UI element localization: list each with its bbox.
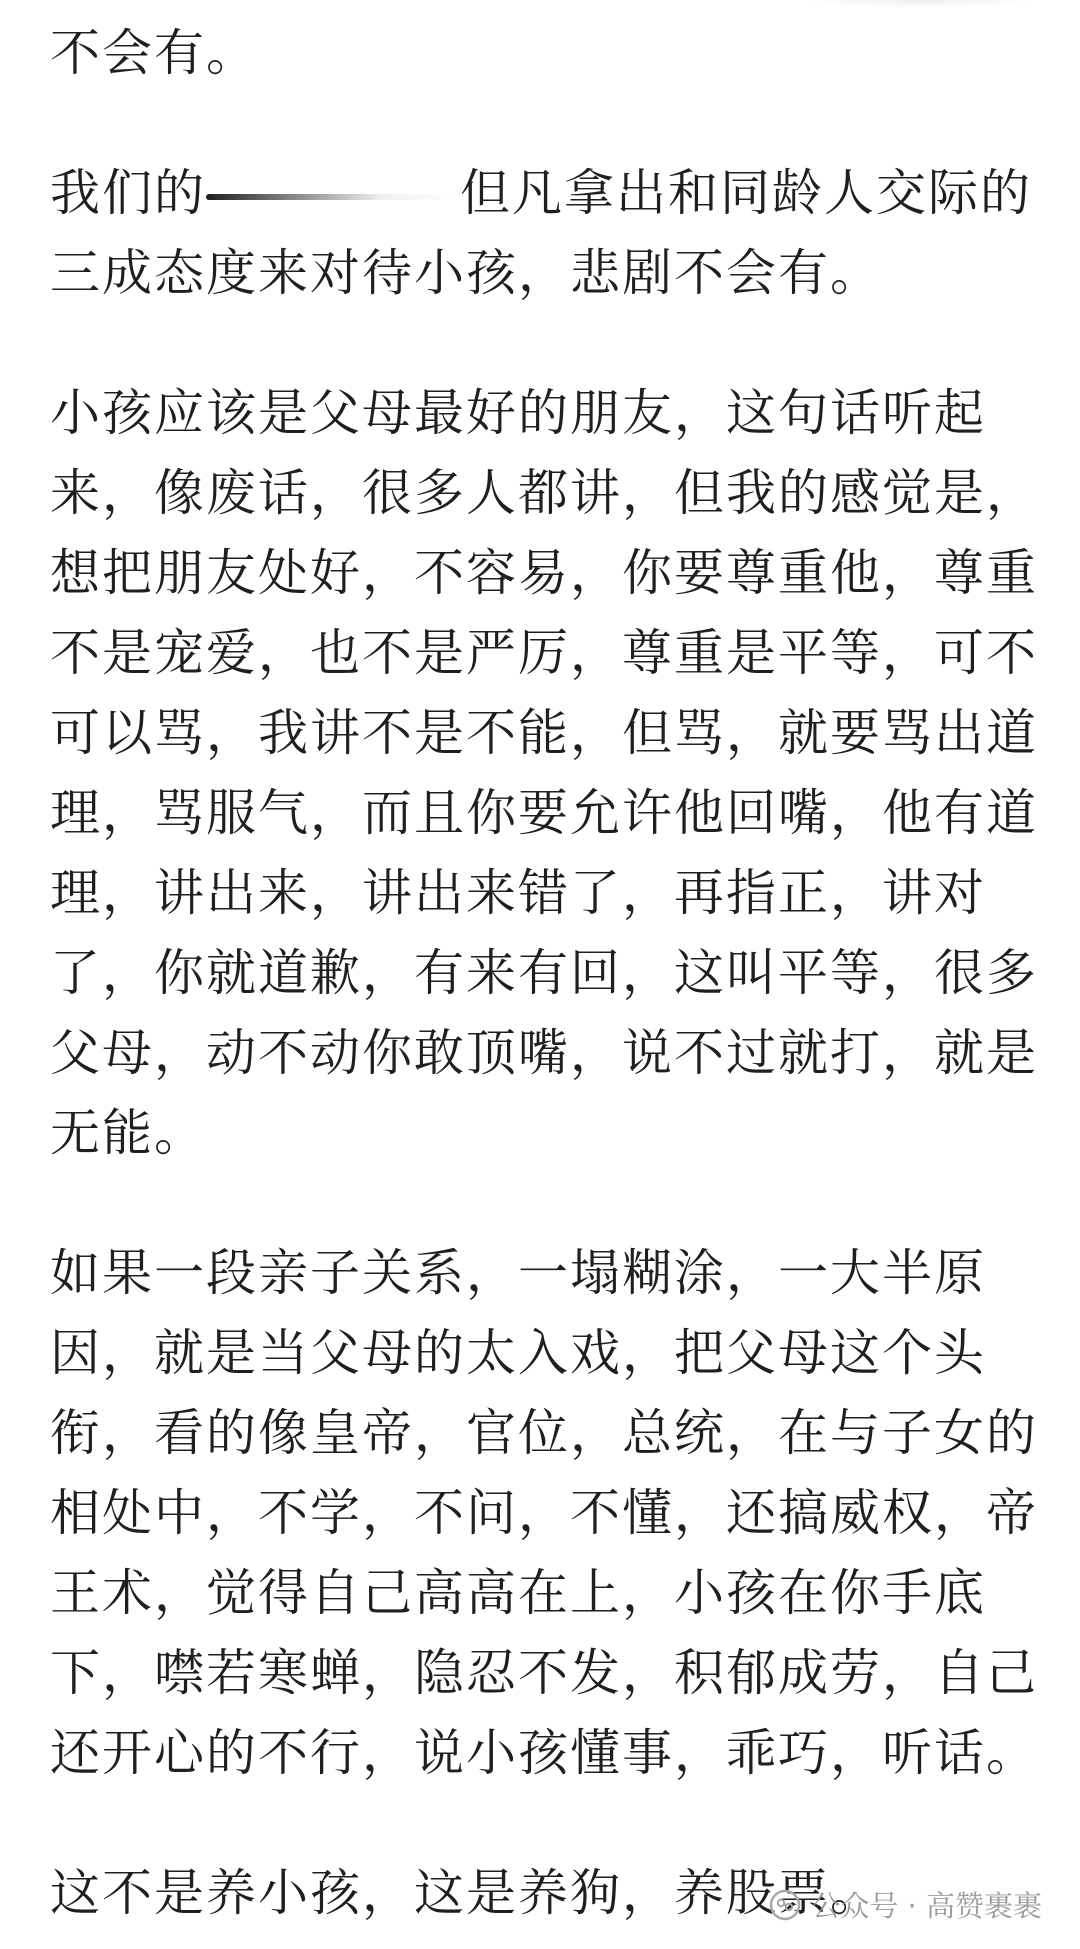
text-line: 了，你就道歉，有来有回，这叫平等，很多 bbox=[50, 944, 1038, 1002]
text-line: 相处中，不学，不问，不懂，还搞威权，帝 bbox=[50, 1484, 1038, 1542]
text-line: 父母，动不动你敢顶嘴，说不过就打，就是 bbox=[50, 1024, 1038, 1082]
watermark bbox=[769, 1884, 1042, 1925]
text-line: 小孩应该是父母最好的朋友，这句话听起 bbox=[50, 384, 986, 442]
text-line bbox=[50, 153, 1040, 233]
text-segment: 但凡拿出和同龄人交际的 bbox=[460, 164, 1032, 222]
text-line: 无能。 bbox=[50, 1104, 206, 1162]
paragraph-gap bbox=[50, 1793, 1040, 1853]
watermark-text: 公众号 · 高赞裹裹 bbox=[811, 1889, 1042, 1923]
article-body bbox=[50, 0, 1040, 1933]
text-line: 想把朋友处好，不容易，你要尊重他，尊重 bbox=[50, 544, 1038, 602]
faded-dash bbox=[206, 194, 456, 200]
text-line: 如果一段亲子关系，一塌糊涂，一大半原 bbox=[50, 1244, 986, 1302]
paragraph-1 bbox=[50, 13, 1040, 93]
text-line: 可以骂，我讲不是不能，但骂，就要骂出道 bbox=[50, 704, 1038, 762]
paragraph-4 bbox=[50, 1233, 1040, 1793]
text-line: 下，噤若寒蝉，隐忍不发，积郁成劳，自己 bbox=[50, 1644, 1038, 1702]
text-line: 王术，觉得自己高高在上，小孩在你手底 bbox=[50, 1564, 986, 1622]
text-line: 不会有。 bbox=[50, 24, 258, 82]
text-line: 衔，看的像皇帝，官位，总统，在与子女的 bbox=[50, 1404, 1038, 1462]
text-line: 三成态度来对待小孩，悲剧不会有。 bbox=[50, 244, 882, 302]
text-line: 还开心的不行，说小孩懂事，乖巧，听话。 bbox=[50, 1724, 1038, 1782]
paragraph-gap bbox=[50, 313, 1040, 373]
paragraph-gap bbox=[50, 1173, 1040, 1233]
text-line: 因，就是当父母的太入戏，把父母这个头 bbox=[50, 1324, 986, 1382]
text-line: 理，骂服气，而且你要允许他回嘴，他有道 bbox=[50, 784, 1038, 842]
paragraph-2 bbox=[50, 153, 1040, 313]
text-line: 这不是养小孩，这是养狗，养股票。 bbox=[50, 1864, 882, 1922]
paragraph-gap bbox=[50, 93, 1040, 153]
text-segment: 我们的 bbox=[50, 164, 206, 222]
wechat-official-account-icon bbox=[769, 1889, 801, 1921]
text-line: 来，像废话，很多人都讲，但我的感觉是， bbox=[50, 464, 1038, 522]
paragraph-3 bbox=[50, 373, 1040, 1173]
text-line: 不是宠爱，也不是严厉，尊重是平等，可不 bbox=[50, 624, 1038, 682]
text-line: 理，讲出来，讲出来错了，再指正，讲对 bbox=[50, 864, 986, 922]
